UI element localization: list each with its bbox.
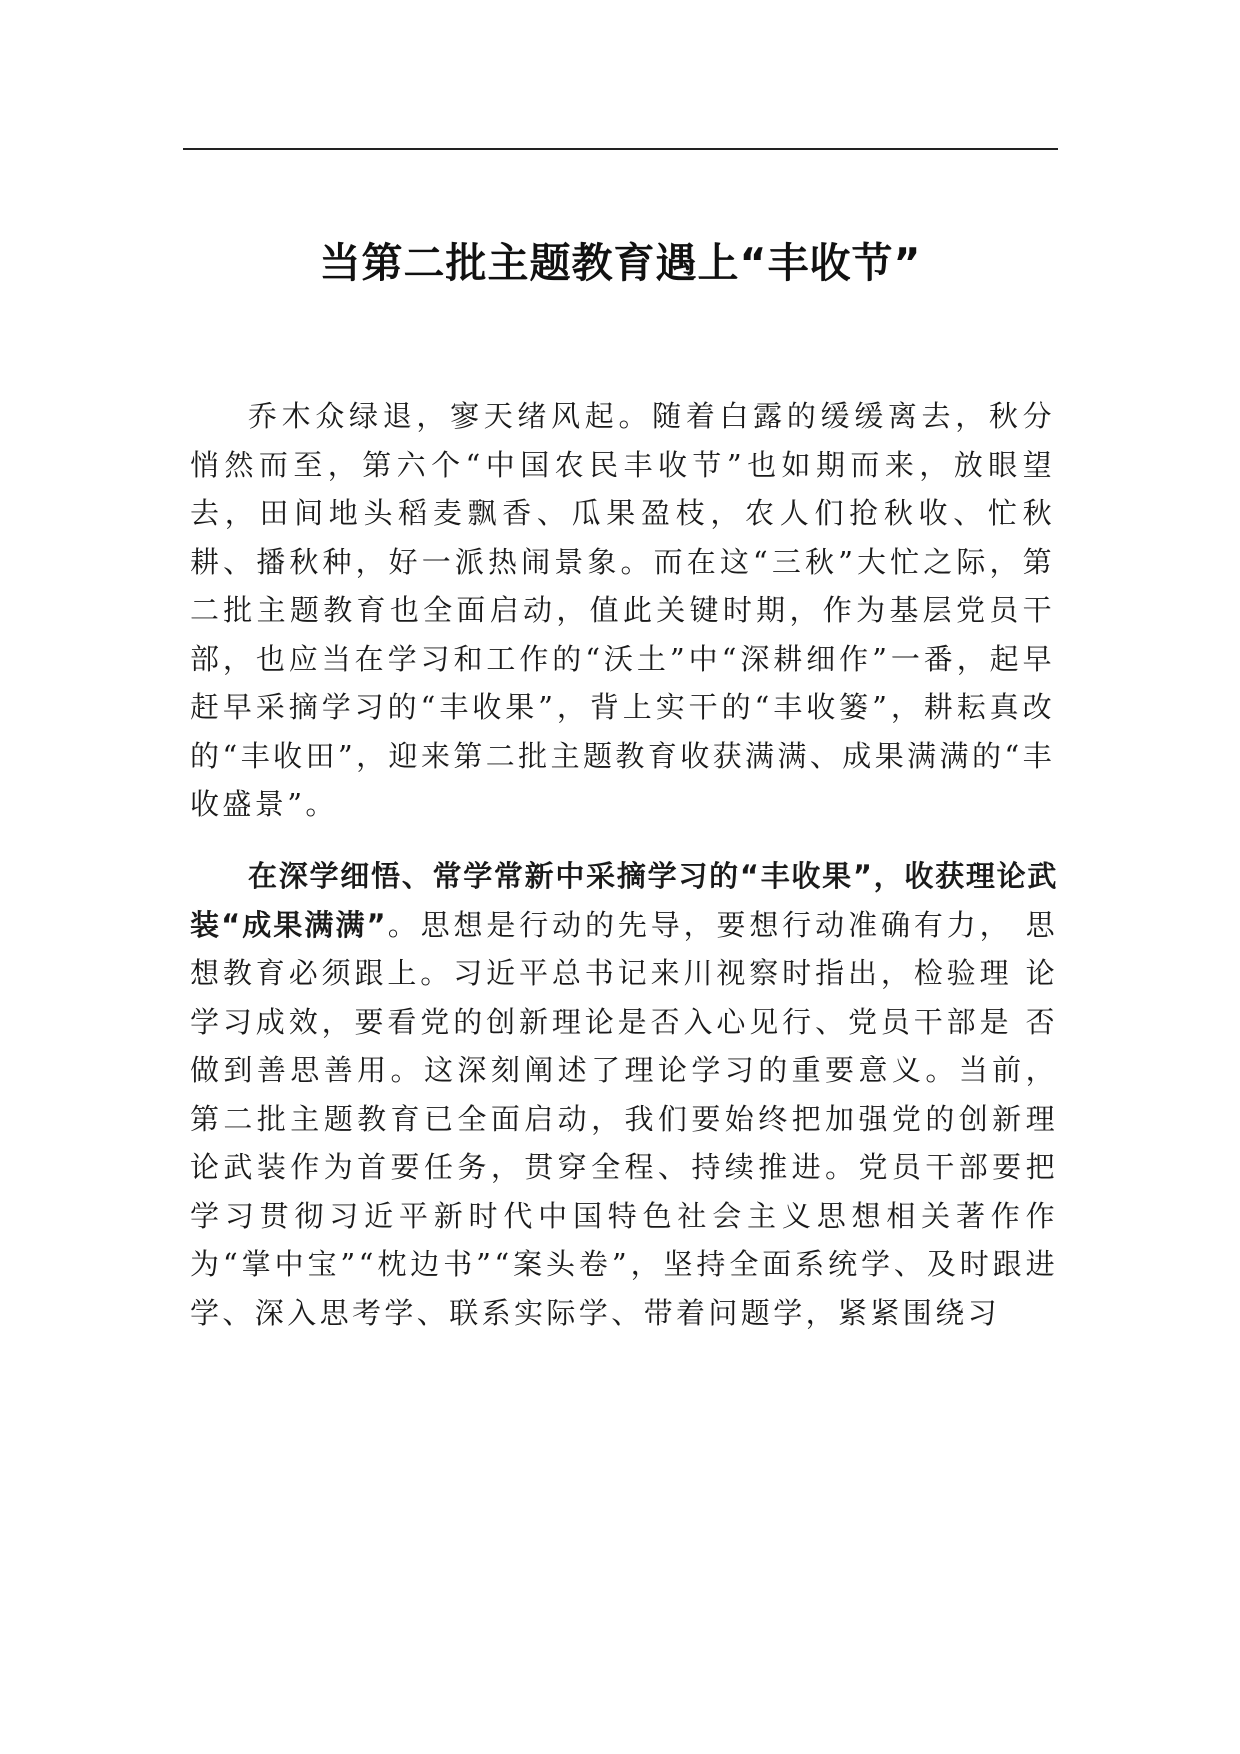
section-1-heading: 在深学细悟、常学常新中采摘学习的“丰收果”，收获理论武装“成果满满” <box>190 859 1058 942</box>
section-1-body: 。思想是行动的先导，要想行动准确有力， 思想教育必须跟上。习近平总书记来川视察时指出，检验理 论学习成效，要看党的创新理论是否入心见行、党员干部是 否做到善思善用。这深刻阐述了理论学习的重要意义。当前， 第二批主题教育已全面启动，我们要始终把加强党的创新理 论武装作为首要任务，贯穿全程、持续推进。党员干部要把 学习贯彻习近平新时代中国特色社会主义思想相关著作作 为“掌中宝”“枕边书”“案头卷”，坚持全面系统学、及时跟进学、深入思考学、联系实际学、带着问题学，紧紧围绕习 <box>190 907 1058 1330</box>
document-title: 当第二批主题教育遇上“丰收节” <box>319 239 922 287</box>
paragraph-intro: 乔木众绿退，寥天绪风起。随着白露的缓缓离去，秋分悄然而至，第六个“中国农民丰收节”也如期而来，放眼望去，田间地头稻麦飘香、瓜果盈枝，农人们抢秋收、忙秋耕、播秋种，好一派热闹景象。而在这“三秋”大忙之际，第二批主题教育也全面启动，值此关键时期，作为基层党员干部，也应当在学习和工作的“沃土”中“深耕细作”一番，起早赶早采摘学习的“丰收果”，背上实干的“丰收篓”，耕耘真改的“丰收田”，迎来第二批主题教育收获满满、成果满满的“丰收盛景”。 <box>190 399 1055 821</box>
paragraph-section-1 <box>190 852 1058 1337</box>
header-rule <box>183 148 1058 150</box>
